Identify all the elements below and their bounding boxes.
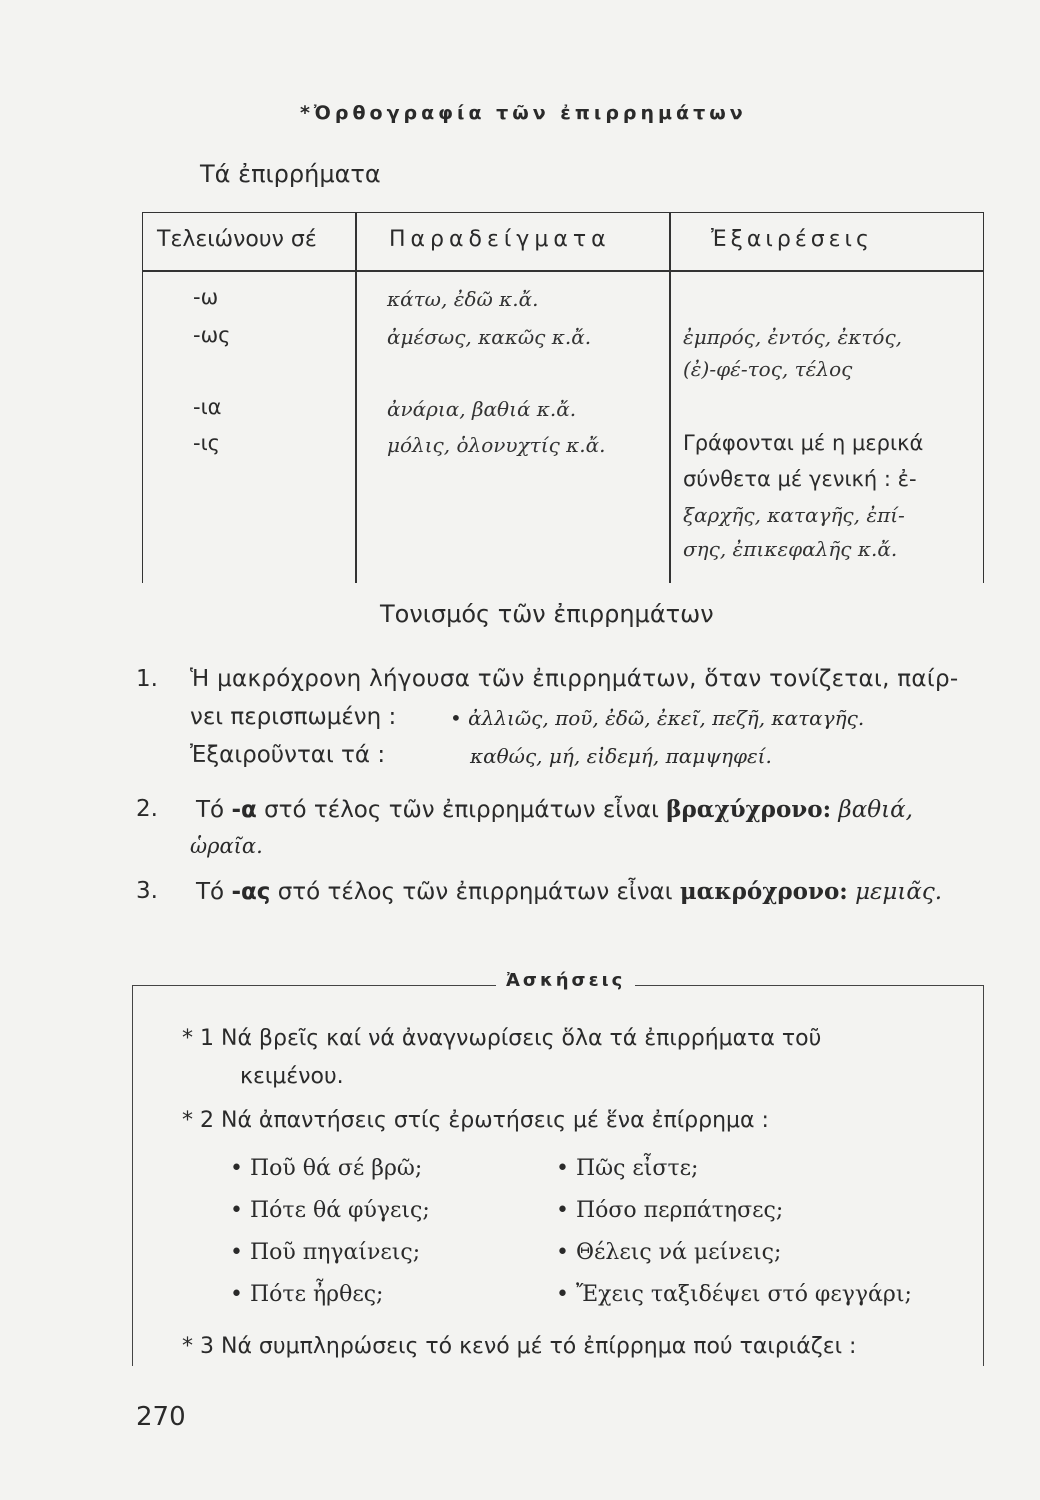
rule-number: 3. bbox=[136, 878, 158, 904]
exercises-heading: Ἀσκήσεις bbox=[496, 970, 635, 991]
rule-examples: ὡραῖα. bbox=[190, 834, 263, 858]
rule-exceptions: καθώς, μή, εἰδεμή, παμψηφεί. bbox=[470, 744, 772, 768]
ending-cell: -ως bbox=[193, 323, 231, 347]
question-item: • Θέλεις νά μείνεις; bbox=[556, 1240, 782, 1265]
rule-text bbox=[196, 796, 913, 823]
question-item: • Ποῦ θά σέ βρῶ; bbox=[230, 1156, 423, 1181]
exceptions-cell: σύνθετα μέ γενική : ἐ- bbox=[683, 467, 917, 491]
rule-exceptions-label: Ἐξαιροῦνται τά : bbox=[190, 742, 386, 768]
exercise-item-continuation: κειμένου. bbox=[240, 1064, 344, 1089]
rule-ending: -α bbox=[231, 797, 257, 823]
rule-examples: μεμιᾶς. bbox=[855, 879, 943, 905]
question-item: • Ποῦ πηγαίνεις; bbox=[230, 1240, 421, 1265]
rule-number: 1. bbox=[136, 666, 158, 692]
rule-examples: βαθιά, bbox=[838, 797, 913, 823]
rule-ending: -ας bbox=[231, 879, 271, 905]
ending-cell: -ις bbox=[193, 431, 221, 455]
column-header-endings: Τελειώνουν σέ bbox=[157, 227, 317, 252]
section-heading: *Ὀρθογραφία τῶν ἐπιρρημάτων bbox=[300, 102, 747, 124]
header-divider bbox=[143, 270, 983, 272]
rule-text-part: Τό bbox=[196, 879, 225, 905]
question-item: • Πότε θά φύγεις; bbox=[230, 1198, 430, 1223]
exceptions-cell: (ἐ)-φέ-τος, τέλος bbox=[683, 357, 853, 381]
accentuation-heading: Τονισμός τῶν ἐπιρρημάτων bbox=[380, 600, 714, 628]
question-item: • Πῶς εἶστε; bbox=[556, 1156, 699, 1181]
rule-text-part: Τό bbox=[196, 797, 225, 823]
rule-term: βραχύχρονο: bbox=[666, 796, 832, 823]
column-header-exceptions: Ἐξαιρέσεις bbox=[711, 227, 873, 252]
rule-examples: • ἀλλιῶς, ποῦ, ἐδῶ, ἐκεῖ, πεζῆ, καταγῆς. bbox=[450, 706, 865, 730]
subsection-heading: Τά ἐπιρρήματα bbox=[200, 160, 381, 188]
exercise-item: * 3 Νά συμπληρώσεις τό κενό μέ τό ἐπίρρημα πού ταιριάζει : bbox=[182, 1334, 857, 1359]
endings-table bbox=[142, 212, 984, 583]
rule-text bbox=[196, 878, 942, 905]
examples-cell: κάτω, ἐδῶ κ.ἄ. bbox=[387, 287, 539, 311]
question-item: • Πόσο περπάτησες; bbox=[556, 1198, 784, 1223]
examples-cell: ἀμέσως, κακῶς κ.ἄ. bbox=[387, 325, 592, 349]
rule-text-part: στό τέλος τῶν ἐπιρρημάτων εἶναι bbox=[277, 879, 673, 905]
exceptions-cell: σης, ἐπικεφαλῆς κ.ἄ. bbox=[683, 537, 898, 561]
exercise-item: * 2 Νά ἀπαντήσεις στίς ἐρωτήσεις μέ ἕνα ἐπίρρημα : bbox=[182, 1108, 769, 1133]
rule-text-part: στό τέλος τῶν ἐπιρρημάτων εἶναι bbox=[264, 797, 659, 823]
column-divider bbox=[355, 213, 357, 583]
ending-cell: -ια bbox=[193, 395, 222, 419]
question-item: • Ἔχεις ταξιδέψει στό φεγγάρι; bbox=[556, 1282, 912, 1307]
exercise-item: * 1 Νά βρεῖς καί νά ἀναγνωρίσεις ὅλα τά ἐπιρρήματα τοῦ bbox=[182, 1026, 822, 1051]
exceptions-cell: Γράφονται μέ η μερικά bbox=[683, 431, 924, 455]
column-header-examples: Παραδείγματα bbox=[389, 227, 611, 252]
rule-number: 2. bbox=[136, 796, 158, 822]
rule-text: Ἡ μακρόχρονη λήγουσα τῶν ἐπιρρημάτων, ὅταν τονίζεται, παίρ- bbox=[190, 666, 959, 692]
ending-cell: -ω bbox=[193, 285, 219, 309]
examples-cell: ἀνάρια, βαθιά κ.ἄ. bbox=[387, 397, 577, 421]
rule-text: νει περισπωμένη : bbox=[190, 704, 397, 730]
exceptions-cell: ξαρχῆς, καταγῆς, ἐπί- bbox=[683, 503, 905, 527]
page-number: 270 bbox=[136, 1402, 186, 1432]
column-divider bbox=[669, 213, 671, 583]
rule-term: μακρόχρονο: bbox=[679, 878, 848, 905]
question-item: • Πότε ἦρθες; bbox=[230, 1282, 384, 1307]
examples-cell: μόλις, ὁλονυχτίς κ.ἄ. bbox=[387, 433, 606, 457]
exceptions-cell: ἐμπρός, ἐντός, ἐκτός, bbox=[683, 325, 903, 349]
